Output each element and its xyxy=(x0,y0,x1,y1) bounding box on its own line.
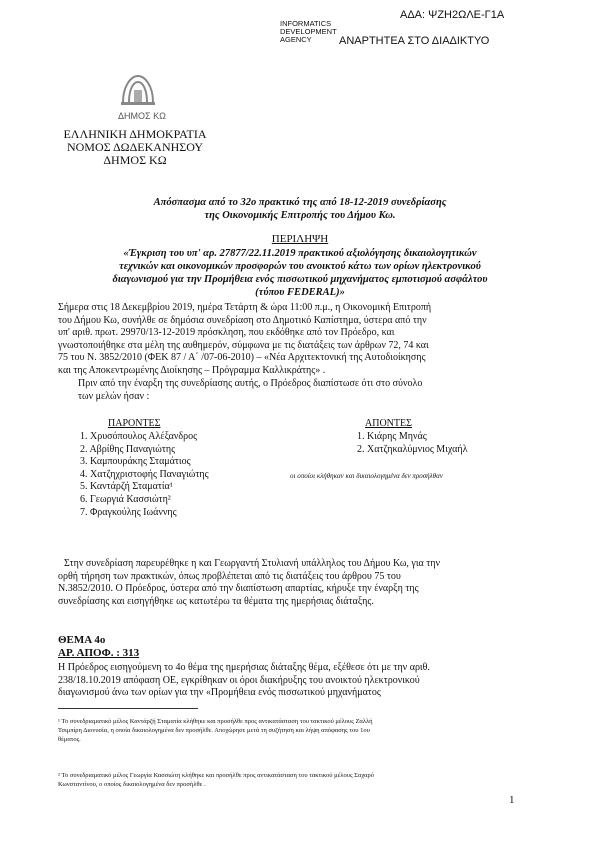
topic-paragraph xyxy=(58,662,538,700)
footnote-1 xyxy=(58,717,538,744)
text-line: Πριν από την έναρξη της συνεδρίασης αυτής, ο Πρόεδρος διαπίστωσε ότι στο σύνολο xyxy=(78,378,423,389)
agency-line: INFORMATICS xyxy=(280,19,332,28)
minutes-paragraph xyxy=(58,558,538,608)
logo-caption: ΔΗΜΟΣ ΚΩ xyxy=(118,111,166,121)
list-item: 5. Καντάρζή Σταματία¹ xyxy=(80,481,173,493)
present-list xyxy=(80,431,209,519)
text-line: Τσιμπίρη Διονυσία, η οποία δικαιολογημένα δεν προσήλθε. Αποχώρησε μετά τη συζήτηση και λήψη απόφασης του 1ου xyxy=(58,727,370,734)
absent-list xyxy=(357,431,467,456)
agency-line: DEVELOPMENT xyxy=(280,27,337,36)
text-line: Η Πρόεδρος εισηγούμενη το 4ο θέμα της ημερήσιας διάταξης θέμα, εξέθεσε ότι με την αριθ. xyxy=(58,662,430,673)
text-line: θέματος. xyxy=(58,736,81,743)
absent-label: ΑΠΟΝΤΕΣ xyxy=(365,418,412,429)
list-item: 4. Χατζηχριστοφής Παναγιώτης xyxy=(80,468,209,480)
agency-line: AGENCY xyxy=(280,35,312,44)
list-item: 1. Κιάρης Μηνάς xyxy=(357,431,427,442)
org-line: ΕΛΛΗΝΙΚΗ ΔΗΜΟΚΡΑΤΙΑ xyxy=(63,127,207,141)
org-line: ΝΟΜΟΣ ΔΩΔΕΚΑΝΗΣΟΥ xyxy=(66,140,204,154)
text-line: και της Αποκεντρωμένης Διοίκησης – Πρόγραμμα Καλλικράτης» . xyxy=(58,364,326,376)
absent-note: οι οποίοι κλήθηκαν και δικαιολογημένα δεν προσήλθαν xyxy=(290,472,443,480)
page-number: 1 xyxy=(509,794,515,806)
decision-number: ΑΡ. ΑΠΟΦ. : 313 xyxy=(58,647,140,659)
heading-line: της Οικονομικής Επιτροπής του Δήμου Κω. xyxy=(204,210,396,221)
text-line: Στην συνεδρίαση παρευρέθηκε η και Γεωργαντή Στυλιανή υπάλληλος του Δήμου Κω, για την xyxy=(64,558,441,569)
text-line: των μελών ήσαν : xyxy=(78,390,150,402)
list-item: 1. Χρυσόπουλος Αλέξανδρος xyxy=(80,431,198,442)
summary-line: διαγωνισμού για την Προμήθεια ενός πισσωτικού μηχανήματος εμποτισμού ασφάλτου xyxy=(112,274,488,285)
list-item: 7. Φραγκούλης Ιωάννης xyxy=(80,506,177,518)
text-line: διαγωνισμού άνω των ορίων για την «Προμήθεια ενός πισσωτικού μηχανήματος xyxy=(58,687,381,698)
footnote-divider xyxy=(58,708,198,709)
municipality-logo-icon xyxy=(117,72,159,108)
list-item: 2. Αβρίθης Παναγιώτης xyxy=(80,443,176,455)
text-line: Ν.3852/2010. Ο Πρόεδρος, ύστερα από την διαπίστωση απαρτίας, κήρυξε την έναρξη της xyxy=(58,583,419,594)
list-item: 2. Χατζηκαλύμνιος Μιχαήλ xyxy=(357,443,468,455)
posted-label: ΑΝΑΡΤΗΤΕΑ ΣΤΟ ΔΙΑΔΙΚΤΥΟ xyxy=(339,35,490,47)
list-item: 3. Καμπουράκης Σταμάτιος xyxy=(80,456,191,468)
heading-line: Απόσπασμα από το 32ο πρακτικό της από 18-12-2019 συνεδρίασης xyxy=(153,197,447,208)
intro-paragraph xyxy=(58,302,538,377)
text-line: Σήμερα στις 18 Δεκεμβρίου 2019, ημέρα Τετάρτη & ώρα 11:00 π.μ., η Οικονομική Επιτροπή xyxy=(58,302,432,313)
topic-title: ΘΕΜΑ 4ο xyxy=(58,634,106,646)
footnote-2 xyxy=(58,771,538,789)
text-line: γνωστοποιήθηκε στα μέλη της αυθημερόν, σύμφωνα με τις διατάξεις των άρθρων 72, 74 και xyxy=(58,339,429,351)
text-line: Κωνσταντίνου, ο οποίος δικαιολογημένα δεν προσήλθε . xyxy=(58,781,206,788)
text-line: ² Το συνεδριαματικό μέλος Γεωργία Κασσιώτη κλήθηκε και προσήλθε προς αντικατάσταση του τακτικού μέλους Σαχαρό xyxy=(58,772,374,779)
summary-line: «Έγκριση του υπ' αρ. 27877/22.11.2019 πρακτικού αξιολόγησης δικαιολογητικών xyxy=(123,248,477,259)
text-line: ορθή τήρηση των πρακτικών, όπως προβλέπεται από τις διατάξεις του άρθρου 75 του xyxy=(58,570,401,582)
org-line: ΔΗΜΟΣ ΚΩ xyxy=(103,153,167,167)
list-item: 6. Γεωργιά Κασσιώτη² xyxy=(80,493,171,505)
text-line: 238/18.10.2019 απόφαση ΟΕ, εγκρίθηκαν οι όροι διακήρυξης του ανοικτού ηλεκτρονικού xyxy=(58,674,420,686)
quorum-paragraph xyxy=(58,378,538,403)
text-line: ¹ Το συνεδριαματικό μέλος Καντάρζή Σταματία κλήθηκε και προσήλθε προς αντικατάσταση του τακτικού μέλους Ζαλλή xyxy=(58,718,373,725)
summary-label: ΠΕΡΙΛΗΨΗ xyxy=(271,233,329,245)
summary-line: (τύπου FEDERAL)» xyxy=(255,287,345,298)
agency-label xyxy=(280,20,337,44)
text-line: του Δήμου Κω, συνήλθε σε δημόσια συνεδρίαση στο Δημοτικό Καπίστημα, ύστερα από την xyxy=(58,314,427,326)
text-line: συνεδρίασης και εισηγήθηκε ως κατωτέρω τα θέματα της ημερήσιας διάταξης. xyxy=(58,595,374,607)
summary-line: τεχνικών και οικονομικών προσφορών του ανοικτού κάτω των ορίων ηλεκτρονικού xyxy=(119,261,481,272)
text-line: 75 του Ν. 3852/2010 (ΦΕΚ 87 / Α΄ /07-06-2010) – «Νέα Αρχιτεκτονική της Αυτοδιοίκησης xyxy=(58,352,426,363)
text-line: υπ' αριθ. πρωτ. 29970/13-12-2019 πρόσκληση, που εκδόθηκε από τον Πρόεδρο, και xyxy=(58,327,395,338)
ada-code: ΑΔΑ: ΨΖΗ2ΩΛΕ-Γ1Α xyxy=(400,9,505,21)
present-label: ΠΑΡΟΝΤΕΣ xyxy=(108,418,161,429)
